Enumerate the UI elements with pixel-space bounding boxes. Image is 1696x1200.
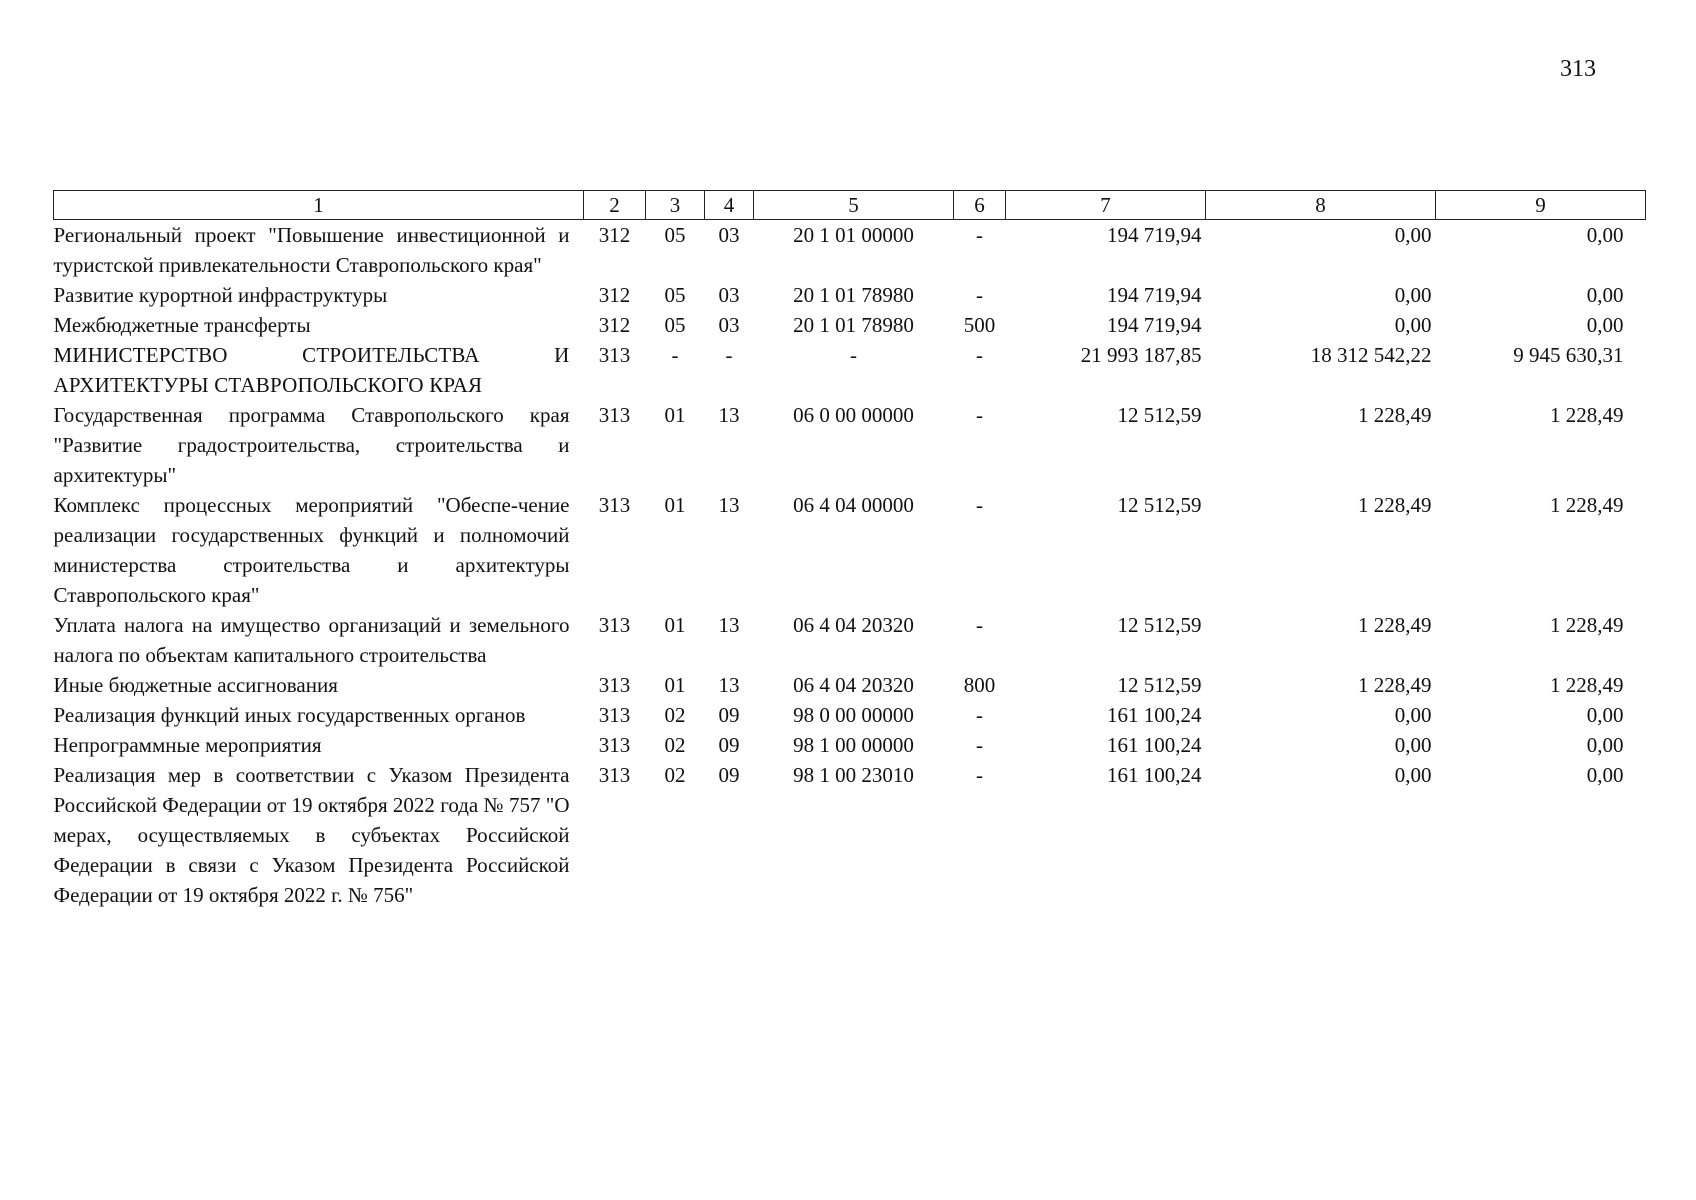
row-code-3: 02 [664, 703, 686, 727]
table-row [54, 490, 1646, 610]
row-amount-9: 0,00 [1586, 703, 1624, 727]
column-header-9: 9 [1436, 191, 1646, 220]
row-amount-9: 1 228,49 [1550, 493, 1624, 517]
row-amount-9: 0,00 [1586, 223, 1624, 247]
column-header-4: 4 [705, 191, 754, 220]
column-header-1: 1 [54, 191, 584, 220]
row-code-3: 01 [664, 673, 686, 697]
table-row [54, 700, 1646, 730]
row-amount-8: 1 228,49 [1358, 493, 1432, 517]
row-code-6: 500 [963, 313, 996, 337]
row-amount-7: 12 512,59 [1117, 613, 1202, 637]
row-code-2: 313 [598, 493, 631, 517]
row-code-2: 313 [598, 613, 631, 637]
row-amount-8: 0,00 [1394, 703, 1432, 727]
row-name: Реализация функций иных государственных органов [53, 703, 526, 727]
row-amount-8: 1 228,49 [1358, 403, 1432, 427]
row-amount-8: 1 228,49 [1358, 613, 1432, 637]
row-amount-8: 1 228,49 [1358, 673, 1432, 697]
row-code-3: 05 [664, 283, 686, 307]
row-amount-7: 194 719,94 [1107, 283, 1202, 307]
row-code-6: - [976, 733, 983, 757]
row-code-6: - [976, 403, 983, 427]
row-amount-7: 12 512,59 [1117, 493, 1202, 517]
row-code-5: 98 1 00 00000 [793, 733, 914, 757]
page-number: 313 [1560, 56, 1596, 82]
row-name: Региональный проект "Повышение инвестиционной и туристской привлекательности Ставропольского края" [53, 223, 570, 277]
row-code-4: 13 [718, 403, 740, 427]
row-code-5: 20 1 01 78980 [793, 283, 914, 307]
row-code-5: 20 1 01 78980 [793, 313, 914, 337]
column-header-6: 6 [954, 191, 1006, 220]
budget-table [53, 190, 1646, 910]
row-code-3: 01 [664, 403, 686, 427]
row-name: МИНИСТЕРСТВО СТРОИТЕЛЬСТВА И АРХИТЕКТУРЫ СТАВРОПОЛЬСКОГО КРАЯ [53, 343, 570, 397]
row-amount-7: 161 100,24 [1107, 763, 1202, 787]
row-amount-8: 18 312 542,22 [1310, 343, 1432, 367]
row-amount-7: 21 993 187,85 [1080, 343, 1202, 367]
row-amount-7: 194 719,94 [1107, 313, 1202, 337]
row-amount-9: 9 945 630,31 [1513, 343, 1624, 367]
row-code-4: 09 [718, 703, 740, 727]
row-code-3: 01 [664, 493, 686, 517]
row-code-2: 312 [598, 313, 631, 337]
row-code-6: - [976, 283, 983, 307]
row-code-4: 03 [718, 223, 740, 247]
row-code-3: 05 [664, 223, 686, 247]
row-code-2: 312 [598, 283, 631, 307]
row-code-6: 800 [963, 673, 996, 697]
column-header-7: 7 [1006, 191, 1206, 220]
row-name: Комплекс процессных мероприятий "Обеспе-чение реализации государственных функций и полномочий министерства строительства и архитектуры Ставропольского края" [53, 493, 570, 607]
row-code-3: 05 [664, 313, 686, 337]
row-code-6: - [976, 703, 983, 727]
row-code-5: 06 4 04 20320 [793, 673, 914, 697]
row-amount-9: 1 228,49 [1550, 613, 1624, 637]
row-code-6: - [976, 343, 983, 367]
row-amount-9: 0,00 [1586, 763, 1624, 787]
row-code-5: 06 4 04 00000 [793, 493, 914, 517]
table-row [54, 610, 1646, 670]
row-amount-8: 0,00 [1394, 733, 1432, 757]
row-amount-9: 1 228,49 [1550, 403, 1624, 427]
row-name: Реализация мер в соответствии с Указом Президента Российской Федерации от 19 октября 2022 года № 757 "О мерах, осуществляемых в субъектах Российской Федерации в связи с Указом Президента Российской Федерации от 19 октября 2022 г. № 756" [53, 763, 570, 907]
row-code-2: 313 [598, 733, 631, 757]
row-name: Уплата налога на имущество организаций и земельного налога по объектам капитального строительства [53, 613, 570, 667]
row-amount-9: 0,00 [1586, 313, 1624, 337]
row-code-2: 313 [598, 343, 631, 367]
row-code-2: 313 [598, 703, 631, 727]
row-amount-7: 12 512,59 [1117, 673, 1202, 697]
table-row [54, 400, 1646, 490]
row-amount-8: 0,00 [1394, 313, 1432, 337]
row-code-2: 313 [598, 673, 631, 697]
row-code-4: 13 [718, 673, 740, 697]
row-code-5: 98 0 00 00000 [793, 703, 914, 727]
column-header-2: 2 [584, 191, 646, 220]
row-code-3: 02 [664, 733, 686, 757]
row-code-2: 313 [598, 763, 631, 787]
row-code-6: - [976, 613, 983, 637]
row-code-4: - [725, 343, 733, 367]
row-amount-7: 161 100,24 [1107, 733, 1202, 757]
table-row [54, 220, 1646, 281]
row-code-3: - [671, 343, 679, 367]
row-code-4: 09 [718, 733, 740, 757]
row-code-3: 02 [664, 763, 686, 787]
row-code-5: 20 1 01 00000 [793, 223, 914, 247]
row-amount-8: 0,00 [1394, 283, 1432, 307]
row-amount-9: 0,00 [1586, 283, 1624, 307]
column-header-5: 5 [754, 191, 954, 220]
column-header-3: 3 [646, 191, 705, 220]
table-row [54, 340, 1646, 400]
row-amount-9: 0,00 [1586, 733, 1624, 757]
row-amount-8: 0,00 [1394, 223, 1432, 247]
table-row [54, 310, 1646, 340]
row-code-6: - [976, 223, 983, 247]
table-row [54, 280, 1646, 310]
column-header-8: 8 [1206, 191, 1436, 220]
row-code-4: 13 [718, 613, 740, 637]
row-name: Иные бюджетные ассигнования [53, 673, 338, 697]
row-code-4: 03 [718, 313, 740, 337]
table-row [54, 670, 1646, 700]
row-code-4: 09 [718, 763, 740, 787]
row-code-5: 06 4 04 20320 [793, 613, 914, 637]
row-amount-7: 161 100,24 [1107, 703, 1202, 727]
row-code-6: - [976, 493, 983, 517]
row-name: Непрограммные мероприятия [53, 733, 322, 757]
row-name: Государственная программа Ставропольского края "Развитие градостроительства, строительства и архитектуры" [53, 403, 570, 487]
table-header-row [54, 191, 1646, 220]
row-code-4: 03 [718, 283, 740, 307]
row-amount-7: 12 512,59 [1117, 403, 1202, 427]
row-name: Развитие курортной инфраструктуры [53, 283, 388, 307]
row-code-5: 06 0 00 00000 [793, 403, 914, 427]
row-code-6: - [976, 763, 983, 787]
row-amount-8: 0,00 [1394, 763, 1432, 787]
row-code-2: 313 [598, 403, 631, 427]
row-code-2: 312 [598, 223, 631, 247]
row-code-4: 13 [718, 493, 740, 517]
row-code-5: 98 1 00 23010 [793, 763, 914, 787]
table-row [54, 760, 1646, 910]
row-code-5: - [850, 343, 857, 367]
table-row [54, 730, 1646, 760]
row-amount-9: 1 228,49 [1550, 673, 1624, 697]
row-name: Межбюджетные трансферты [53, 313, 311, 337]
row-amount-7: 194 719,94 [1107, 223, 1202, 247]
row-code-3: 01 [664, 613, 686, 637]
